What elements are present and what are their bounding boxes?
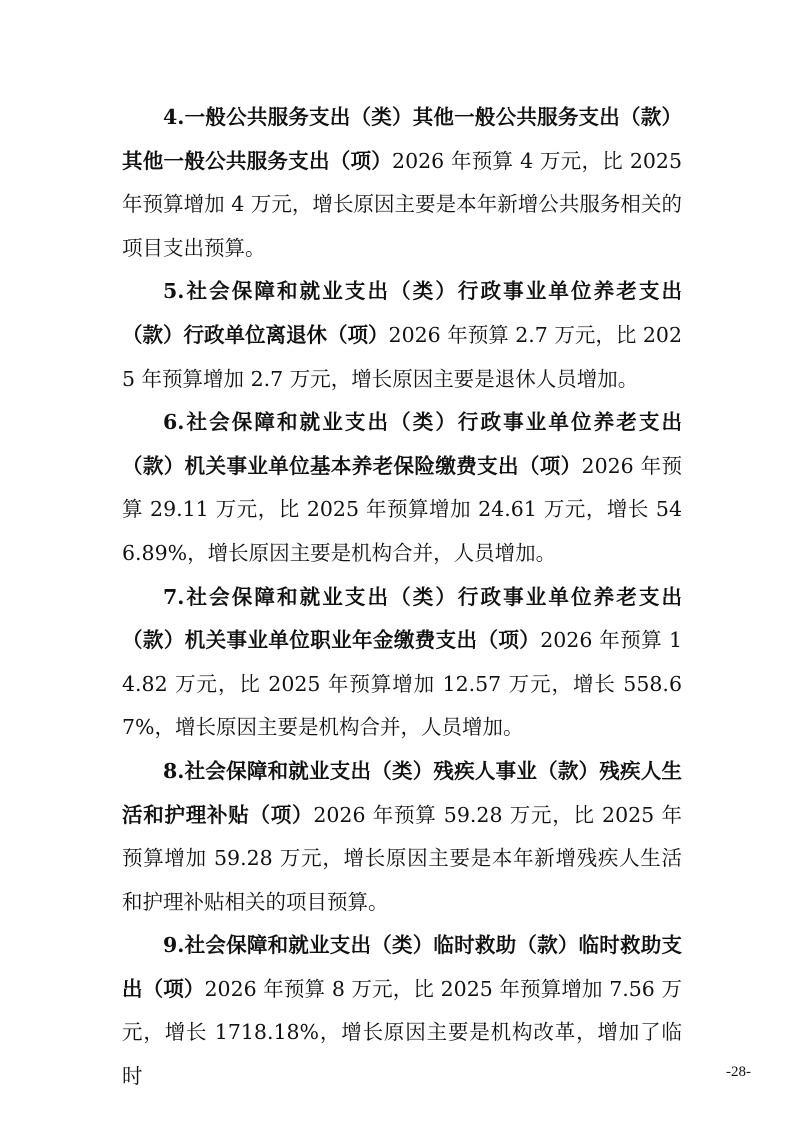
paragraph-4: [122, 96, 682, 270]
paragraph-text: 2026 年预算 29.11 万元，比 2025 年预算增加 24.61 万元，增长 546.89%，增长原因主要是机构合并，人员增加。: [122, 453, 683, 565]
paragraph-heading: 8.社会保障和就业支出（类）残疾人事业（款）残疾人生活和护理补贴（项）: [122, 758, 682, 827]
paragraph-text: 2026 年预算 2.7 万元，比 2025 年预算增加 2.7 万元，增长原因主要是退休人员增加。: [122, 322, 683, 391]
paragraph-5: [122, 270, 682, 401]
paragraph-heading: 4.一般公共服务支出（类）其他一般公共服务支出（款）其他一般公共服务支出（项）: [122, 105, 682, 173]
paragraph-6: [122, 401, 682, 575]
paragraph-7: [122, 576, 682, 750]
paragraph-heading: 9.社会保障和就业支出（类）临时救助（款）临时救助支出（项）: [122, 933, 682, 1001]
paragraph-heading: 6.社会保障和就业支出（类）行政事业单位养老支出（款）机关事业单位基本养老保险缴费支出（项）: [122, 410, 682, 478]
paragraph-text: 2026 年预算 14.82 万元，比 2025 年预算增加 12.57 万元，增长 558.67%，增长原因主要是机构合并，人员增加。: [122, 628, 682, 740]
paragraph-text: 2026 年预算 8 万元，比 2025 年预算增加 7.56 万元，增长 1718.18%，增长原因主要是机构改革，增加了临时: [122, 976, 682, 1089]
paragraph-heading: 7.社会保障和就业支出（类）行政事业单位养老支出（款）机关事业单位职业年金缴费支出（项）: [122, 584, 682, 653]
paragraph-9: [122, 924, 682, 1098]
paragraph-text: 2026 年预算 4 万元，比 2025 年预算增加 4 万元，增长原因主要是本年新增公共服务相关的项目支出预算。: [122, 148, 682, 260]
paragraph-text: 2026 年预算 59.28 万元，比 2025 年预算增加 59.28 万元，增长原因主要是本年新增残疾人生活和护理补贴相关的项目预算。: [122, 802, 682, 914]
paragraph-8: [122, 750, 682, 924]
body-text: [122, 96, 682, 1099]
paragraph-heading: 5.社会保障和就业支出（类）行政事业单位养老支出（款）行政单位离退休（项）: [122, 279, 682, 347]
page-number: -28-: [726, 1064, 751, 1080]
